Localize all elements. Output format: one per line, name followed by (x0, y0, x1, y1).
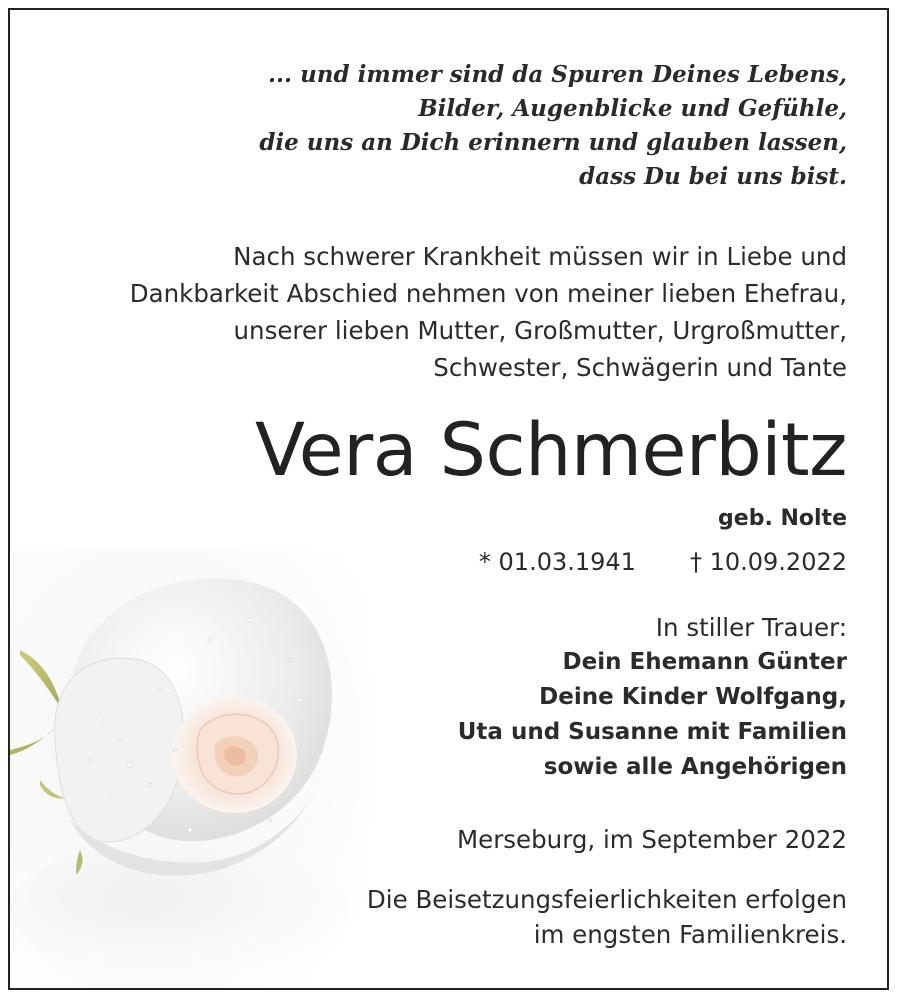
mourner-line: sowie alle Angehörigen (543, 754, 847, 780)
funeral-line: Die Beisetzungsfeierlichkeiten erfolgen (366, 885, 847, 914)
funeral-line: im engsten Familienkreis. (533, 920, 847, 949)
poem-line: die uns an Dich erinnern und glauben lassen, (259, 129, 847, 156)
place-date: Merseburg, im September 2022 (457, 825, 847, 854)
life-dates (479, 544, 847, 580)
birth-name: geb. Nolte (718, 506, 847, 531)
mourner-line: Uta und Susanne mit Familien (457, 719, 847, 745)
funeral-note (367, 882, 847, 952)
mourners-block (458, 610, 847, 785)
poem-line: Bilder, Augenblicke und Gefühle, (418, 95, 847, 122)
intro-text (130, 238, 847, 386)
mourner-line: Dein Ehemann Günter (562, 649, 847, 675)
mourning-heading: In stiller Trauer: (655, 613, 847, 642)
intro-line: Dankbarkeit Abschied nehmen von meiner lieben Ehefrau, (129, 279, 847, 308)
intro-line: unserer lieben Mutter, Großmutter, Urgroßmutter, (233, 316, 847, 345)
death-date: † 10.09.2022 (689, 548, 847, 576)
mourner-line: Deine Kinder Wolfgang, (539, 684, 847, 710)
intro-line: Nach schwerer Krankheit müssen wir in Liebe und (233, 242, 847, 271)
white-rose-icon (10, 550, 370, 990)
poem-line: ... und immer sind da Spuren Deines Lebens, (268, 61, 847, 88)
poem-quote (259, 58, 847, 194)
deceased-name: Vera Schmerbitz (255, 408, 847, 493)
birth-date: * 01.03.1941 (478, 548, 636, 576)
poem-line: dass Du bei uns bist. (579, 163, 847, 190)
obituary-frame (8, 8, 889, 990)
intro-line: Schwester, Schwägerin und Tante (433, 353, 847, 382)
